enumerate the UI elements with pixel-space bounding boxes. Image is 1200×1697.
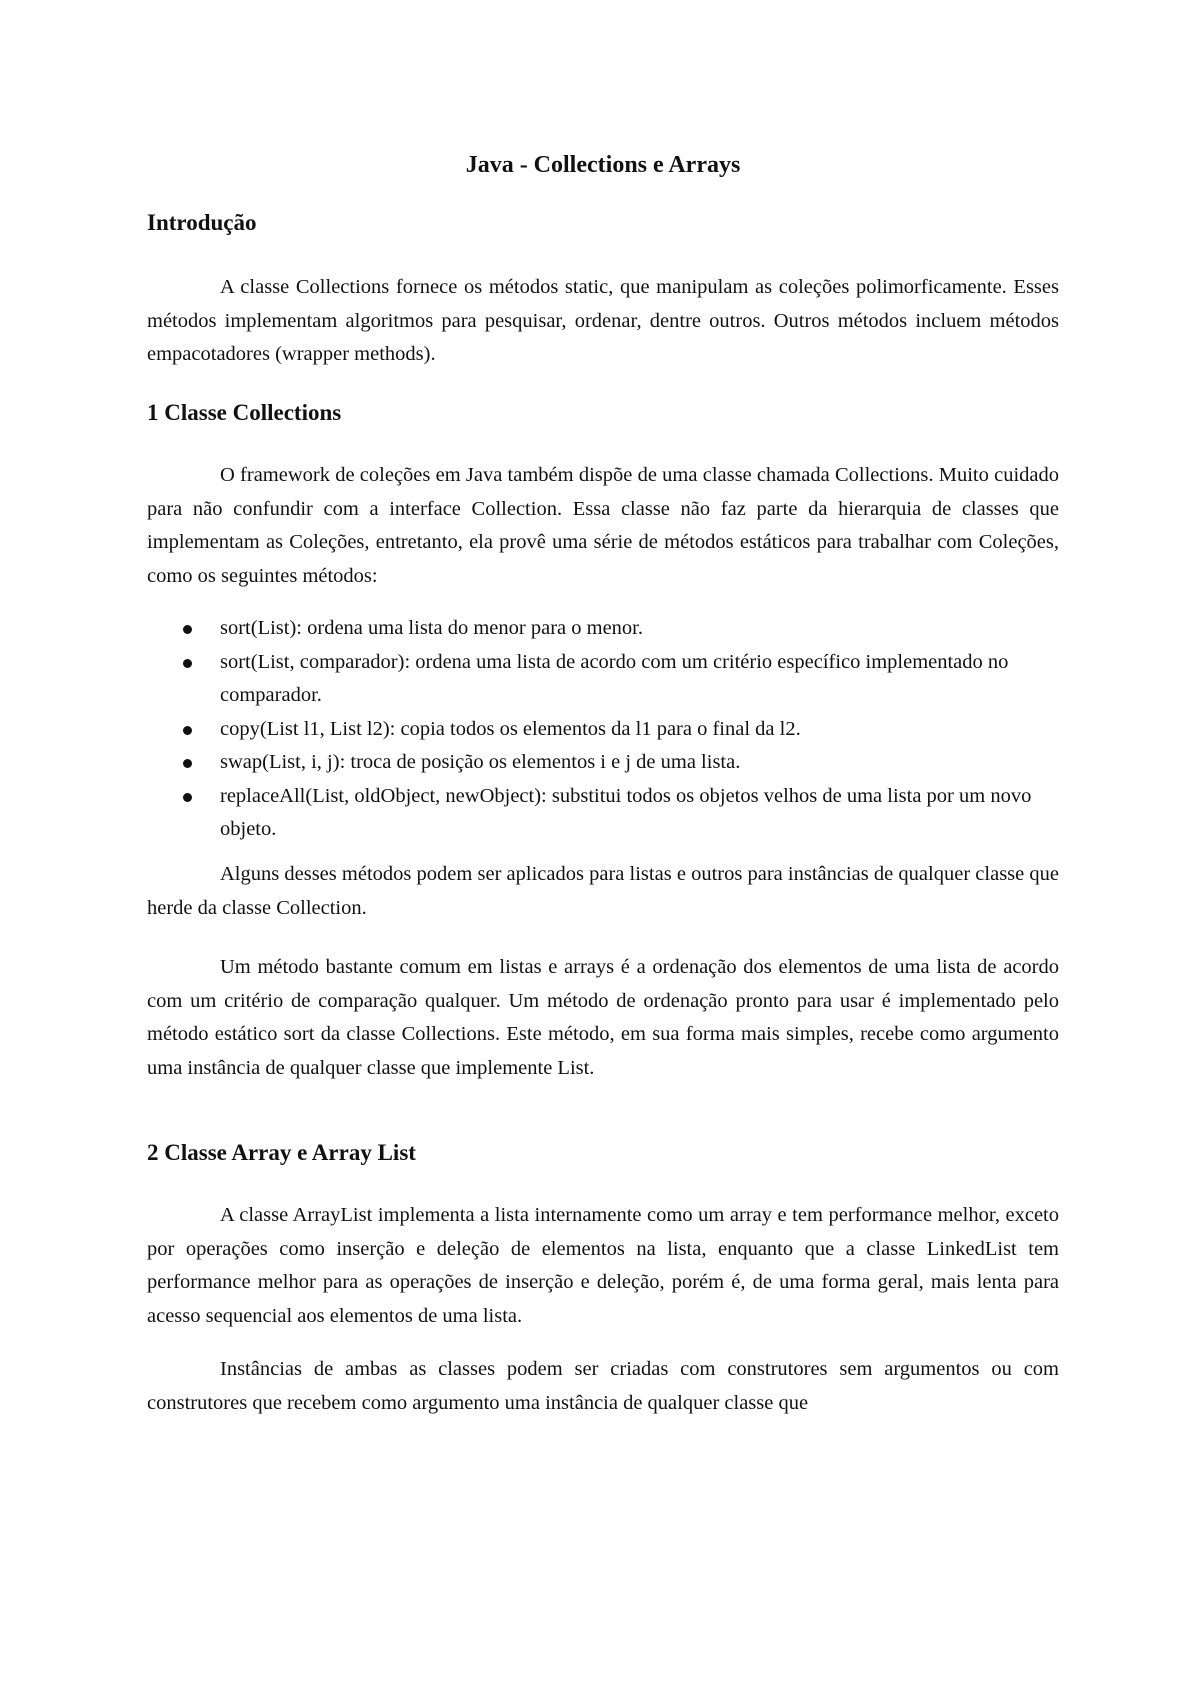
list-item: swap(List, i, j): troca de posição os elementos i e j de uma lista. [183, 746, 1059, 780]
collections-paragraph-3: Um método bastante comum em listas e arrays é a ordenação dos elementos de uma lista de acordo com um critério de comparação qualquer. Um método de ordenação pronto para usar é implementado pelo método estático sort da classe Collections. Este método, em sua forma mais simples, recebe como argumento uma instância de qualquer classe que implemente List. [147, 956, 1059, 1079]
arraylist-paragraph-2: Instâncias de ambas as classes podem ser criadas com construtores sem argumentos ou com construtores que recebem como argumento uma instância de qualquer classe que [147, 1358, 1059, 1414]
bullet-icon [183, 659, 192, 668]
collections-paragraph: O framework de coleções em Java também dispõe de uma classe chamada Collections. Muito cuidado para não confundir com a interface Collection. Essa classe não faz parte da hierarquia de classes que implementam as Coleções, entretanto, ela provê uma série de métodos estáticos para trabalhar com Coleções, como os seguintes métodos: [147, 464, 1059, 587]
intro-paragraph: A classe Collections fornece os métodos static, que manipulam as coleções polimorficamente. Esses métodos implementam algoritmos para pesquisar, ordenar, dentre outros. Outros métodos incluem métodos empacotadores (wrapper methods). [147, 276, 1059, 365]
list-item: replaceAll(List, oldObject, newObject): substitui todos os objetos velhos de uma lista por um novo objeto. [183, 780, 1059, 847]
section-heading-collections: 1 Classe Collections [147, 400, 342, 425]
list-item: copy(List l1, List l2): copia todos os elementos da l1 para o final da l2. [183, 713, 1059, 747]
list-item: sort(List, comparador): ordena uma lista de acordo com um critério específico implementado no comparador. [183, 646, 1059, 713]
section-heading-array-list: 2 Classe Array e Array List [147, 1140, 416, 1165]
list-item: sort(List): ordena uma lista do menor para o menor. [183, 612, 1059, 646]
bullet-icon [183, 726, 192, 735]
bullet-icon [183, 793, 192, 802]
section-heading-introducao: Introdução [147, 210, 257, 235]
arraylist-paragraph: A classe ArrayList implementa a lista internamente como um array e tem performance melhor, exceto por operações como inserção e deleção de elementos na lista, enquanto que a classe LinkedList tem performance melhor para as operações de inserção e deleção, porém é, de uma forma geral, mais lenta para acesso sequencial aos elementos de uma lista. [147, 1204, 1059, 1327]
bullet-icon [183, 759, 192, 768]
methods-list [183, 612, 1059, 847]
bullet-icon [183, 625, 192, 634]
collections-paragraph-2: Alguns desses métodos podem ser aplicados para listas e outros para instâncias de qualquer classe que herde da classe Collection. [147, 863, 1059, 919]
document-title: Java - Collections e Arrays [465, 152, 741, 178]
